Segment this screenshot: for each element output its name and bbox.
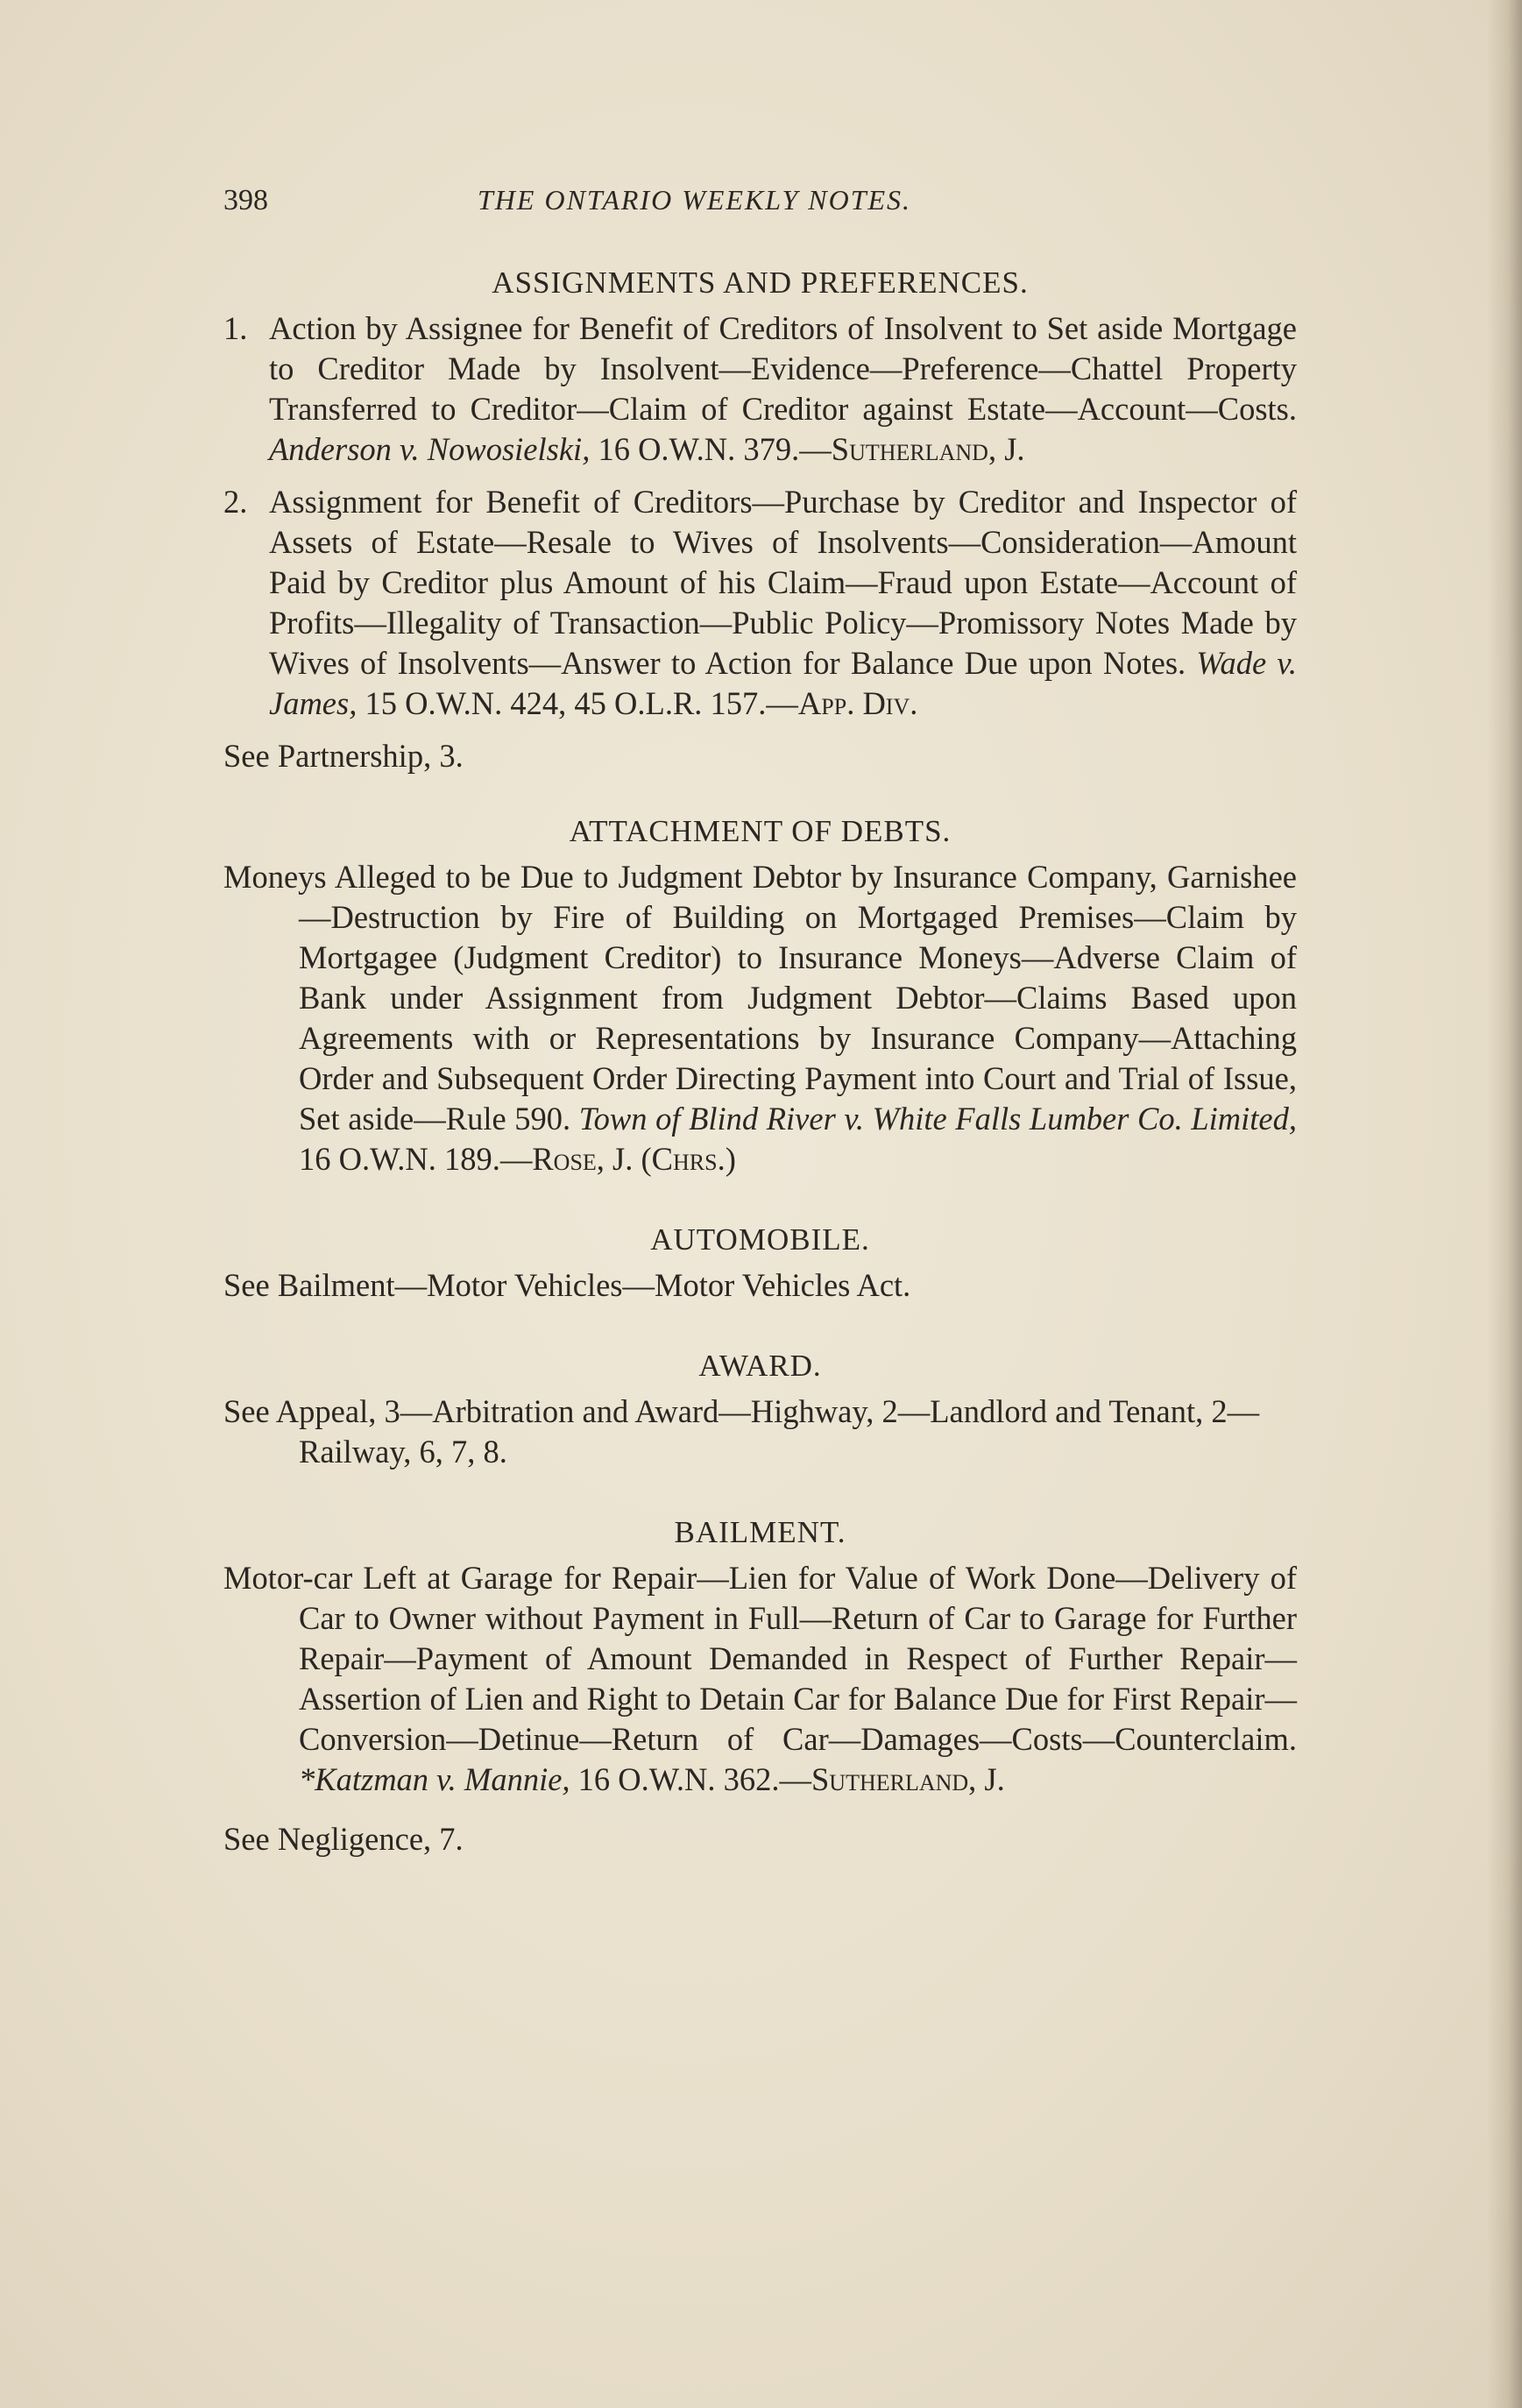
section-heading-attachment: ATTACHMENT OF DEBTS. <box>569 814 952 848</box>
journal-title: THE ONTARIO WEEKLY NOTES. <box>478 184 912 216</box>
citation: 16 O.W.N. 362.— <box>577 1761 811 1797</box>
entry-number: 2. <box>223 484 248 520</box>
spacer <box>223 1190 1297 1220</box>
running-head <box>223 184 1012 228</box>
see-reference: See Appeal, 3—Arbitration and Award—Highway, 2—Landlord and Tenant, 2—Railway, 6, 7, 8. <box>223 1393 1260 1470</box>
case-name: Anderson v. Nowosielski, <box>269 431 591 467</box>
section-heading-bailment: BAILMENT. <box>674 1515 846 1549</box>
entry-bailment <box>223 1558 1297 1800</box>
entry-assignments-1 <box>223 308 1297 470</box>
page-edge-shadow <box>1487 0 1522 2408</box>
see-reference: See Bailment—Motor Vehicles—Motor Vehicles Act. <box>223 1267 911 1303</box>
spacer <box>223 1316 1297 1346</box>
judge: App. Div. <box>797 685 918 721</box>
entry-text: Motor-car Left at Garage for Repair—Lien for Value of Work Done—Delivery of Car to Owner without Payment in Full—Return of Car to Garage for Further Repair—Payment of Amount Demanded in Respect of Further Repair—Assertion of Lien and Right to Detain Car for Balance Due for First Repair—Conversion—Detinue—Return of Car—Damages—Costs—Counterclaim. <box>223 1560 1297 1757</box>
entry-text: Moneys Alleged to be Due to Judgment Debtor by Insurance Company, Garnishee—Destruction by Fire of Building on Mortgaged Premises—Claim by Mortgagee (Judgment Creditor) to Insurance Moneys—Adverse Claim of Bank under Assignment from Judgment Debtor—Claims Based upon Agreements with or Representations by Insurance Company—Attaching Order and Subsequent Order Directing Payment into Court and Trial of Issue, Set aside—Rule 590. <box>223 859 1297 1137</box>
entry-text: Assignment for Benefit of Creditors—Purchase by Creditor and Inspector of Assets of Estate—Resale to Wives of Insolvents—Consideration—Amount Paid by Creditor plus Amount of his Claim—Fraud upon Estate—Account of Profits—Illegality of Transaction—Public Policy—Promissory Notes Made by Wives of Insolvents—Answer to Action for Balance Due upon Notes. <box>269 484 1297 681</box>
entry-body <box>269 308 1297 470</box>
section-heading-award: AWARD. <box>698 1349 822 1383</box>
entry-attachment <box>223 857 1297 1179</box>
citation: 16 O.W.N. 379.— <box>598 431 832 467</box>
entry-text: Action by Assignee for Benefit of Creditors of Insolvent to Set aside Mortgage to Creditor Made by Insolvent—Evidence—Preference—Chattel Property Transferred to Creditor—Claim of Creditor against Estate—Account—Costs. <box>269 310 1297 427</box>
spacer <box>223 1483 1297 1512</box>
entry-body <box>269 482 1297 724</box>
judge: Rose, J. (Chrs.) <box>532 1141 736 1177</box>
case-name: Wade v. James, <box>269 645 1298 721</box>
see-reference: See Negligence, 7. <box>223 1821 464 1857</box>
page-content <box>223 263 1297 1870</box>
judge: Sutherland, J. <box>811 1761 1005 1797</box>
citation: 16 O.W.N. 189.— <box>299 1141 533 1177</box>
citation: 15 O.W.N. 424, 45 O.L.R. 157.— <box>365 685 798 721</box>
see-reference: See Partnership, 3. <box>223 738 464 774</box>
case-name: *Katzman v. Mannie, <box>299 1761 570 1797</box>
case-name: Town of Blind River v. White Falls Lumber Co. Limited, <box>578 1101 1298 1137</box>
entry-number: 1. <box>223 310 248 346</box>
page-number: 398 <box>223 184 268 216</box>
entry-assignments-2 <box>223 482 1297 724</box>
judge: Sutherland, J. <box>831 431 1025 467</box>
section-heading-automobile: AUTOMOBILE. <box>650 1222 870 1257</box>
section-heading-assignments: ASSIGNMENTS AND PREFERENCES. <box>492 266 1029 300</box>
